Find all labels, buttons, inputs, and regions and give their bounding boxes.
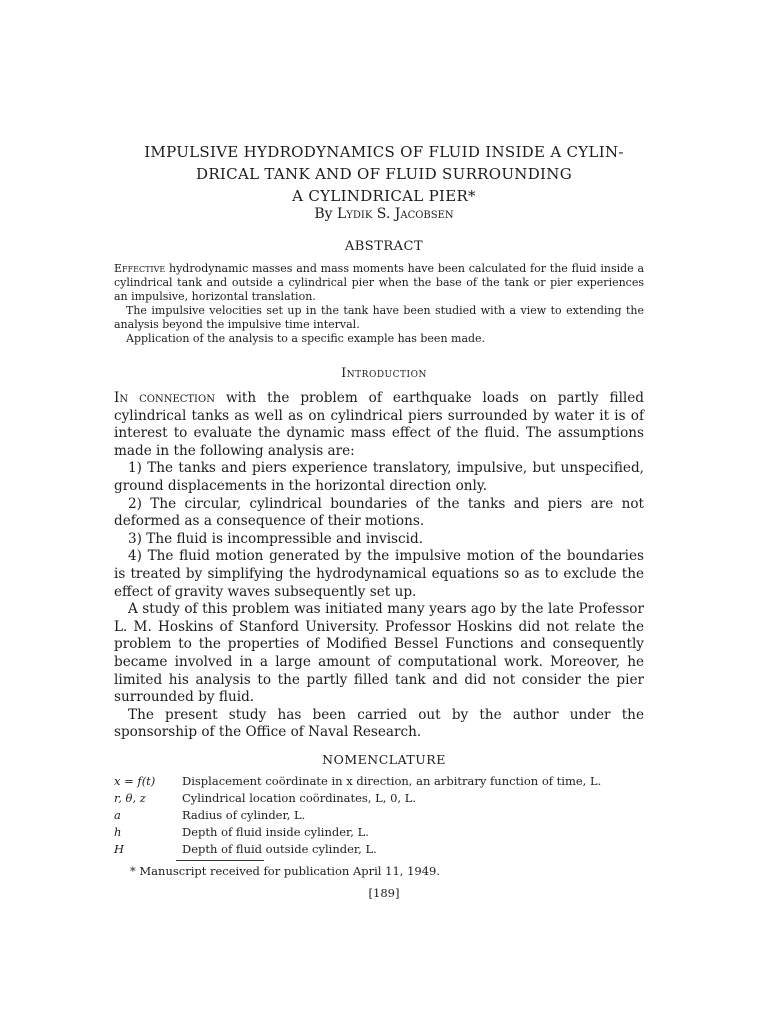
- assumption-3: 3) The fluid is incompressible and inviscid.: [128, 530, 424, 547]
- title-line-3: A CYLINDRICAL PIER*: [292, 187, 476, 205]
- intro-lead-words: In connection: [114, 390, 215, 406]
- abstract-paragraph-3: Application of the analysis to a specific example has been made.: [126, 332, 486, 345]
- title-line-2: DRICAL TANK AND OF FLUID SURROUNDING: [196, 165, 572, 183]
- author-by: By: [314, 206, 333, 222]
- nomenclature-row: [114, 807, 644, 824]
- abstract-paragraph-2: The impulsive velocities set up in the tank have been studied with a view to extending the analysis beyond the impulsive time interval.: [114, 304, 644, 331]
- nomenclature-list: [114, 773, 644, 858]
- intro-paragraph-3: The present study has been carried out by the author under the sponsorship of the Office of Naval Research.: [114, 706, 644, 741]
- paper-title: [100, 141, 668, 207]
- introduction-body: [114, 390, 644, 742]
- nomenclature-definition: Radius of cylinder, L.: [182, 808, 306, 822]
- assumption-1: 1) The tanks and piers experience translatory, impulsive, but unspecified, ground displacements in the horizontal direction only.: [114, 460, 644, 494]
- title-line-1: IMPULSIVE HYDRODYNAMICS OF FLUID INSIDE A CYLIN-: [144, 143, 624, 161]
- assumption-2: 2) The circular, cylindrical boundaries of the tanks and piers are not deformed as a consequence of their motions.: [114, 495, 644, 530]
- nomenclature-definition: Depth of fluid inside cylinder, L.: [182, 825, 369, 839]
- nomenclature-symbol: h: [114, 825, 122, 839]
- abstract-p1-text: hydrodynamic masses and mass moments have been calculated for the fluid inside a cylindrical tank and outside a cylindrical pier when the base of the tank or pier experiences an impulsive, horizontal translation.: [114, 262, 644, 303]
- nomenclature-row: [114, 790, 644, 807]
- intro-paragraph-2: A study of this problem was initiated many years ago by the late Professor L. M. Hoskins of Stanford University. Professor Hoskins did not relate the problem to the properties of Modified Bessel Functions and consequently became involved in a large amount of computational work. Moreover, he limited his analysis to the partly filled tank and did not consider the pier surrounded by fluid.: [114, 601, 644, 706]
- author-line: [100, 206, 668, 222]
- abstract-body: [114, 262, 644, 346]
- nomenclature-row: [114, 773, 644, 790]
- nomenclature-definition: Cylindrical location coördinates, L, 0, L.: [182, 791, 417, 805]
- abstract-lead-word: Effective: [114, 262, 166, 275]
- author-name: Lydik S. Jacobsen: [336, 206, 454, 222]
- nomenclature-symbol: r, θ, z: [114, 791, 146, 805]
- nomenclature-symbol: H: [114, 842, 125, 856]
- nomenclature-definition: Depth of fluid outside cylinder, L.: [182, 842, 377, 856]
- intro-p1-text: with the problem of earthquake loads on partly filled cylindrical tanks as well as on cylindrical piers surrounded by water it is of interest to evaluate the dynamic mass effect of the fluid. The assumptions made in the following analysis are:: [114, 390, 645, 459]
- nomenclature-heading: NOMENCLATURE: [322, 752, 446, 767]
- abstract-heading: ABSTRACT: [344, 239, 424, 254]
- nomenclature-row: [114, 824, 644, 841]
- nomenclature-definition: Displacement coördinate in x direction, an arbitrary function of time, L.: [182, 774, 602, 788]
- nomenclature-symbol: a: [114, 808, 121, 822]
- footnote: * Manuscript received for publication April 11, 1949.: [130, 864, 440, 878]
- intro-paragraph-1: [114, 390, 644, 460]
- footnote-rule: [176, 860, 264, 861]
- nomenclature-symbol: x = f(t): [114, 774, 156, 788]
- page-number: [189]: [368, 886, 400, 900]
- assumption-4: 4) The fluid motion generated by the impulsive motion of the boundaries is treated by simplifying the hydrodynamical equations so as to exclude the effect of gravity waves subsequently set up.: [114, 548, 644, 600]
- introduction-heading: Introduction: [341, 366, 427, 381]
- nomenclature-row: [114, 841, 644, 858]
- abstract-paragraph-1: [114, 262, 644, 304]
